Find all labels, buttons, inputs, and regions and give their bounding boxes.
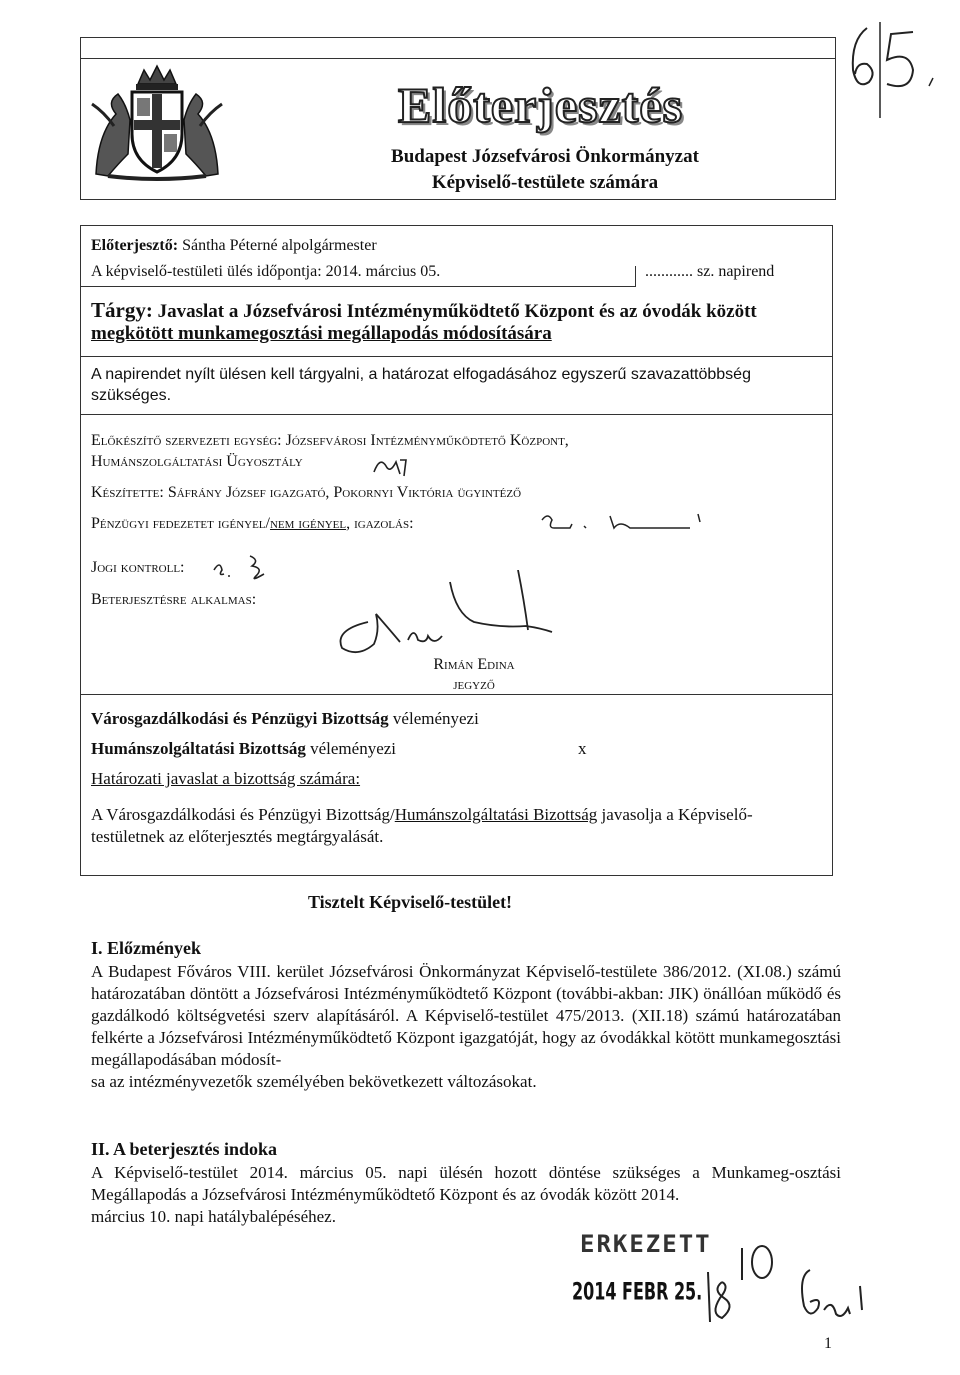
subject-line-2: megkötött munkamegosztási megállapodás módosítására [91, 323, 552, 344]
handwritten-number-icon [843, 20, 943, 120]
finance-a: Pénzügyi fedezetet igényel/ [91, 515, 270, 532]
resolution-c: javasolja a Képviselő- [597, 805, 753, 824]
committee-2-mark: x [578, 739, 587, 758]
section-1-last: sa az intézményvezetők személyében bekövetkezett változásokat. [91, 1072, 537, 1091]
notary-name: Rimán Edina [433, 656, 515, 673]
svg-text:ERKEZETT: ERKEZETT [580, 1230, 712, 1258]
agenda-dots: ............ [645, 263, 693, 280]
rule [80, 356, 833, 357]
public-session-note: A napirendet nyílt ülésen kell tárgyalni, a határozat elfogadásához egyszerű szavazattöbbség szükséges. [91, 366, 751, 404]
section-2-text [91, 1162, 841, 1228]
meeting-date: A képviselő-testületi ülés időpontja: 2014. március 05. [91, 263, 441, 280]
received-stamp-icon [560, 1230, 920, 1330]
prepared-by: Készítette: Sáfrány József igazgató, Pokornyi Viktória ügyintéző [91, 484, 522, 501]
section-1-body: A Budapest Főváros VIII. kerület Józsefvárosi Önkormányzat Képviselő-testülete 386/2012. (XI.08.) számú határozatában döntött a Józsefvárosi Intézményműködtető Központ (további-akban: JIK) önállóan működő és gazdálkodó költségvetési szerv alapításáról. A Képviselő-testület 475/2013. (XII.18) számú határozatában felkérte a Józsefvárosi Intézményműködtető Központ igazgatóját, hogy az óvodákkal kötött munkamegosztási megállapodásában módosít- [91, 962, 841, 1069]
rule [80, 694, 833, 695]
section-1-text [91, 961, 841, 1093]
legal-signature-icon [210, 552, 290, 582]
committee-2 [91, 739, 396, 759]
financial-coverage [91, 515, 414, 533]
document-title: Előterjesztés [398, 77, 684, 133]
section-2-body: A Képviselő-testület 2014. március 05. napi ülésén hozott döntése szükséges a Munkameg-osztási Megállapodás a Józsefvárosi Intézményműködtető Központ és az óvodák között 2014. [91, 1163, 841, 1204]
section-2-last: március 10. napi hatálybalépéséhez. [91, 1207, 336, 1226]
preparing-unit-line-1: Előkészítő szervezeti egység: Józsefvárosi Intézményműködtető Központ, [91, 432, 569, 449]
committee-2-name: Humánszolgáltatási Bizottság [91, 739, 306, 758]
initials-icon [370, 452, 410, 478]
subject-line-1: Javaslat a Józsefvárosi Intézményműködtető Központ és az óvodák között [157, 301, 757, 322]
greeting: Tisztelt Képviselő-testület! [307, 892, 513, 912]
notary-signature-icon [330, 570, 560, 660]
committee-1-action: véleményezi [388, 709, 479, 728]
resolution-label: Határozati javaslat a bizottság számára: [91, 769, 361, 788]
agenda-label: sz. napirend [697, 263, 775, 280]
header-rule [80, 58, 836, 59]
svg-text:2014 FEBR 25.: 2014 FEBR 25. [572, 1277, 703, 1306]
preparing-unit [91, 430, 821, 472]
agenda-number [645, 262, 774, 281]
finance-c: , igazolás: [346, 515, 414, 532]
legal-control: Jogi kontroll: [91, 559, 185, 576]
committee-1 [91, 709, 479, 729]
resolution-text [91, 804, 821, 848]
subject-label: Tárgy: [91, 298, 153, 322]
resolution-d: testületnek az előterjesztés megtárgyalását. [91, 827, 384, 846]
header-subtitle-2: Képviselő-testülete számára [431, 172, 659, 193]
preparing-unit-line-2: Humánszolgáltatási Ügyosztály [91, 453, 303, 470]
subject [91, 299, 821, 345]
resolution-b: Humánszolgáltatási Bizottság [394, 805, 598, 824]
rule [635, 266, 636, 287]
coat-of-arms-icon [88, 64, 226, 182]
presenter-name: Sántha Péterné alpolgármester [182, 237, 377, 254]
committee-1-name: Városgazdálkodási és Pénzügyi Bizottság [91, 709, 389, 728]
presenter-label: Előterjesztő: [91, 237, 179, 254]
notary-title: jegyző [453, 676, 495, 693]
page-number: 1 [824, 1335, 832, 1352]
header-subtitle-1: Budapest Józsefvárosi Önkormányzat [391, 146, 699, 167]
section-1-heading: I. Előzmények [91, 938, 201, 958]
rule [80, 414, 833, 415]
rule [80, 286, 635, 287]
finance-b: nem igényel [269, 515, 347, 532]
committee-2-action: véleményezi [305, 739, 397, 758]
presenter-line [91, 236, 377, 255]
finance-signature-icon [540, 510, 710, 534]
section-2-heading: II. A beterjesztés indoka [91, 1139, 277, 1159]
eligible-for-submission: Beterjesztésre alkalmas: [91, 591, 257, 608]
resolution-a: A Városgazdálkodási és Pénzügyi Bizottság/ [91, 805, 395, 824]
